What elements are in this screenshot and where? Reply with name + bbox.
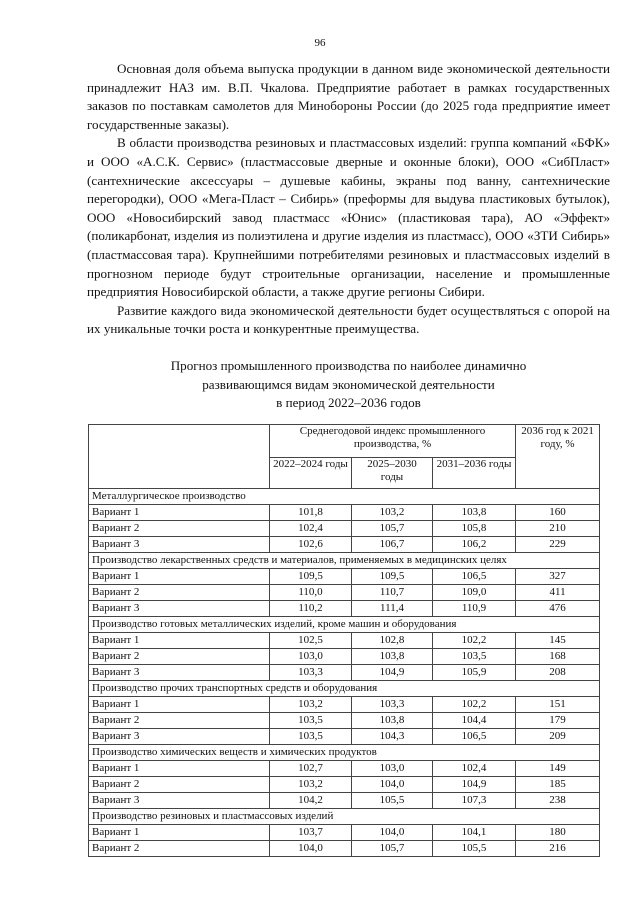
value-2036-vs-2021: 160 <box>516 505 600 521</box>
table-body <box>89 489 600 857</box>
index-value: 104,0 <box>352 777 433 793</box>
section-row <box>89 617 600 633</box>
value-2036-vs-2021: 229 <box>516 537 600 553</box>
index-value: 103,5 <box>433 649 516 665</box>
variant-label: Вариант 3 <box>89 601 270 617</box>
caption-line-3: в период 2022–2036 годов <box>276 395 421 411</box>
table-row <box>89 825 600 841</box>
header-2036-vs-2021: 2036 год к 2021 году, % <box>516 425 600 489</box>
index-value: 110,9 <box>433 601 516 617</box>
caption-line-1: Прогноз промышленного производства по наиболее динамично <box>170 358 527 373</box>
table-row <box>89 841 600 857</box>
index-value: 105,7 <box>352 521 433 537</box>
table-caption <box>87 357 610 413</box>
header-period-1: 2022–2024 годы <box>270 458 352 489</box>
index-value: 102,2 <box>433 633 516 649</box>
table-row <box>89 649 600 665</box>
value-2036-vs-2021: 411 <box>516 585 600 601</box>
index-value: 104,0 <box>352 825 433 841</box>
index-value: 106,2 <box>433 537 516 553</box>
section-title: Производство резиновых и пластмассовых изделий <box>89 809 600 825</box>
table-row <box>89 697 600 713</box>
value-2036-vs-2021: 149 <box>516 761 600 777</box>
variant-label: Вариант 1 <box>89 825 270 841</box>
forecast-table <box>88 424 600 857</box>
section-row <box>89 809 600 825</box>
index-value: 103,8 <box>433 505 516 521</box>
value-2036-vs-2021: 216 <box>516 841 600 857</box>
index-value: 103,0 <box>352 761 433 777</box>
index-value: 106,5 <box>433 569 516 585</box>
index-value: 103,3 <box>270 665 352 681</box>
variant-label: Вариант 3 <box>89 665 270 681</box>
section-row <box>89 745 600 761</box>
paragraph-2: В области производства резиновых и пластмассовых изделий: группа компаний «БФК» и ООО «А.С.К. Сервис» (пластмассовые дверные и оконные блоки), ООО «СибПласт» (сантехнические аксессуары – душевые кабины, экраны под ванну, сантехнические перегородки), ООО «Мега-Пласт – Сибирь» (преформы для выдува пластиковых бутылок), ООО «Новосибирский завод пластмасс «Юнис» (пластиковая тара), АО «Эффект» (поликарбонат, изделия из полиэтилена и другие изделия из пластмасс), ООО «ЗТИ Сибирь» (пластмассовая тара). Крупнейшими потребителями резиновых и пластмассовых изделий в прогнозном периоде будут строительные организации, население и промышленные предприятия Новосибирской области, а также другие регионы Сибири. <box>87 135 610 300</box>
index-value: 102,2 <box>433 697 516 713</box>
section-title: Производство химических веществ и химических продуктов <box>89 745 600 761</box>
section-title: Производство лекарственных средств и материалов, применяемых в медицинских целях <box>89 553 600 569</box>
value-2036-vs-2021: 209 <box>516 729 600 745</box>
index-value: 104,3 <box>352 729 433 745</box>
value-2036-vs-2021: 145 <box>516 633 600 649</box>
variant-label: Вариант 3 <box>89 729 270 745</box>
table-row <box>89 729 600 745</box>
index-value: 109,0 <box>433 585 516 601</box>
value-2036-vs-2021: 210 <box>516 521 600 537</box>
table-row <box>89 713 600 729</box>
header-period-2: 2025–2030 годы <box>352 458 433 489</box>
section-title: Металлургическое производство <box>89 489 600 505</box>
index-value: 111,4 <box>352 601 433 617</box>
index-value: 104,9 <box>352 665 433 681</box>
table-row <box>89 777 600 793</box>
variant-label: Вариант 1 <box>89 569 270 585</box>
value-2036-vs-2021: 151 <box>516 697 600 713</box>
variant-label: Вариант 2 <box>89 585 270 601</box>
table-row <box>89 569 600 585</box>
index-value: 102,8 <box>352 633 433 649</box>
section-row <box>89 681 600 697</box>
variant-label: Вариант 2 <box>89 713 270 729</box>
section-title: Производство готовых металлических изделий, кроме машин и оборудования <box>89 617 600 633</box>
index-value: 104,2 <box>270 793 352 809</box>
index-value: 110,7 <box>352 585 433 601</box>
variant-label: Вариант 1 <box>89 761 270 777</box>
value-2036-vs-2021: 168 <box>516 649 600 665</box>
index-value: 110,2 <box>270 601 352 617</box>
table-row <box>89 793 600 809</box>
value-2036-vs-2021: 327 <box>516 569 600 585</box>
variant-label: Вариант 3 <box>89 793 270 809</box>
value-2036-vs-2021: 185 <box>516 777 600 793</box>
table-row <box>89 761 600 777</box>
index-value: 110,0 <box>270 585 352 601</box>
paragraph-1: Основная доля объема выпуска продукции в данном виде экономической деятельности принадлежит НАЗ им. В.П. Чкалова. Предприятие работает в рамках государственных заказов по поставкам самолетов для Минобороны России (до 2025 года предприятие имеет государственные заказы). <box>87 61 610 132</box>
index-value: 103,5 <box>270 713 352 729</box>
variant-label: Вариант 2 <box>89 649 270 665</box>
index-value: 104,9 <box>433 777 516 793</box>
index-value: 102,6 <box>270 537 352 553</box>
table-row <box>89 537 600 553</box>
value-2036-vs-2021: 179 <box>516 713 600 729</box>
index-value: 104,0 <box>270 841 352 857</box>
index-value: 104,4 <box>433 713 516 729</box>
index-value: 102,5 <box>270 633 352 649</box>
table-row <box>89 505 600 521</box>
caption-line-2: развивающимся видам экономической деятельности <box>202 376 495 392</box>
index-value: 105,8 <box>433 521 516 537</box>
index-value: 103,8 <box>352 649 433 665</box>
table-row <box>89 521 600 537</box>
table-row <box>89 633 600 649</box>
variant-label: Вариант 2 <box>89 521 270 537</box>
index-value: 105,9 <box>433 665 516 681</box>
index-value: 103,2 <box>352 505 433 521</box>
table-row <box>89 585 600 601</box>
table-row <box>89 601 600 617</box>
variant-label: Вариант 1 <box>89 505 270 521</box>
index-value: 103,5 <box>270 729 352 745</box>
index-value: 102,7 <box>270 761 352 777</box>
index-value: 103,2 <box>270 697 352 713</box>
index-value: 103,3 <box>352 697 433 713</box>
variant-label: Вариант 2 <box>89 841 270 857</box>
value-2036-vs-2021: 476 <box>516 601 600 617</box>
index-value: 103,0 <box>270 649 352 665</box>
variant-label: Вариант 3 <box>89 537 270 553</box>
index-value: 105,7 <box>352 841 433 857</box>
index-value: 105,5 <box>433 841 516 857</box>
section-row <box>89 489 600 505</box>
value-2036-vs-2021: 180 <box>516 825 600 841</box>
index-value: 103,7 <box>270 825 352 841</box>
paragraph-3: Развитие каждого вида экономической деятельности будет осуществляться с опорой на их уникальные точки роста и конкурентные преимущества. <box>87 302 610 337</box>
variant-label: Вариант 1 <box>89 633 270 649</box>
header-index-group: Среднегодовой индекс промышленного производства, % <box>270 425 516 458</box>
index-value: 109,5 <box>270 569 352 585</box>
index-value: 104,1 <box>433 825 516 841</box>
header-period-3: 2031–2036 годы <box>433 458 516 489</box>
index-value: 102,4 <box>270 521 352 537</box>
value-2036-vs-2021: 238 <box>516 793 600 809</box>
index-value: 103,2 <box>270 777 352 793</box>
index-value: 106,7 <box>352 537 433 553</box>
body-text <box>87 60 610 339</box>
index-value: 102,4 <box>433 761 516 777</box>
page-number: 96 <box>314 37 326 49</box>
value-2036-vs-2021: 208 <box>516 665 600 681</box>
variant-label: Вариант 2 <box>89 777 270 793</box>
index-value: 103,8 <box>352 713 433 729</box>
index-value: 109,5 <box>352 569 433 585</box>
table-row <box>89 665 600 681</box>
index-value: 101,8 <box>270 505 352 521</box>
index-value: 106,5 <box>433 729 516 745</box>
header-empty-cell <box>89 425 270 489</box>
section-title: Производство прочих транспортных средств и оборудования <box>89 681 600 697</box>
index-value: 105,5 <box>352 793 433 809</box>
section-row <box>89 553 600 569</box>
index-value: 107,3 <box>433 793 516 809</box>
variant-label: Вариант 1 <box>89 697 270 713</box>
